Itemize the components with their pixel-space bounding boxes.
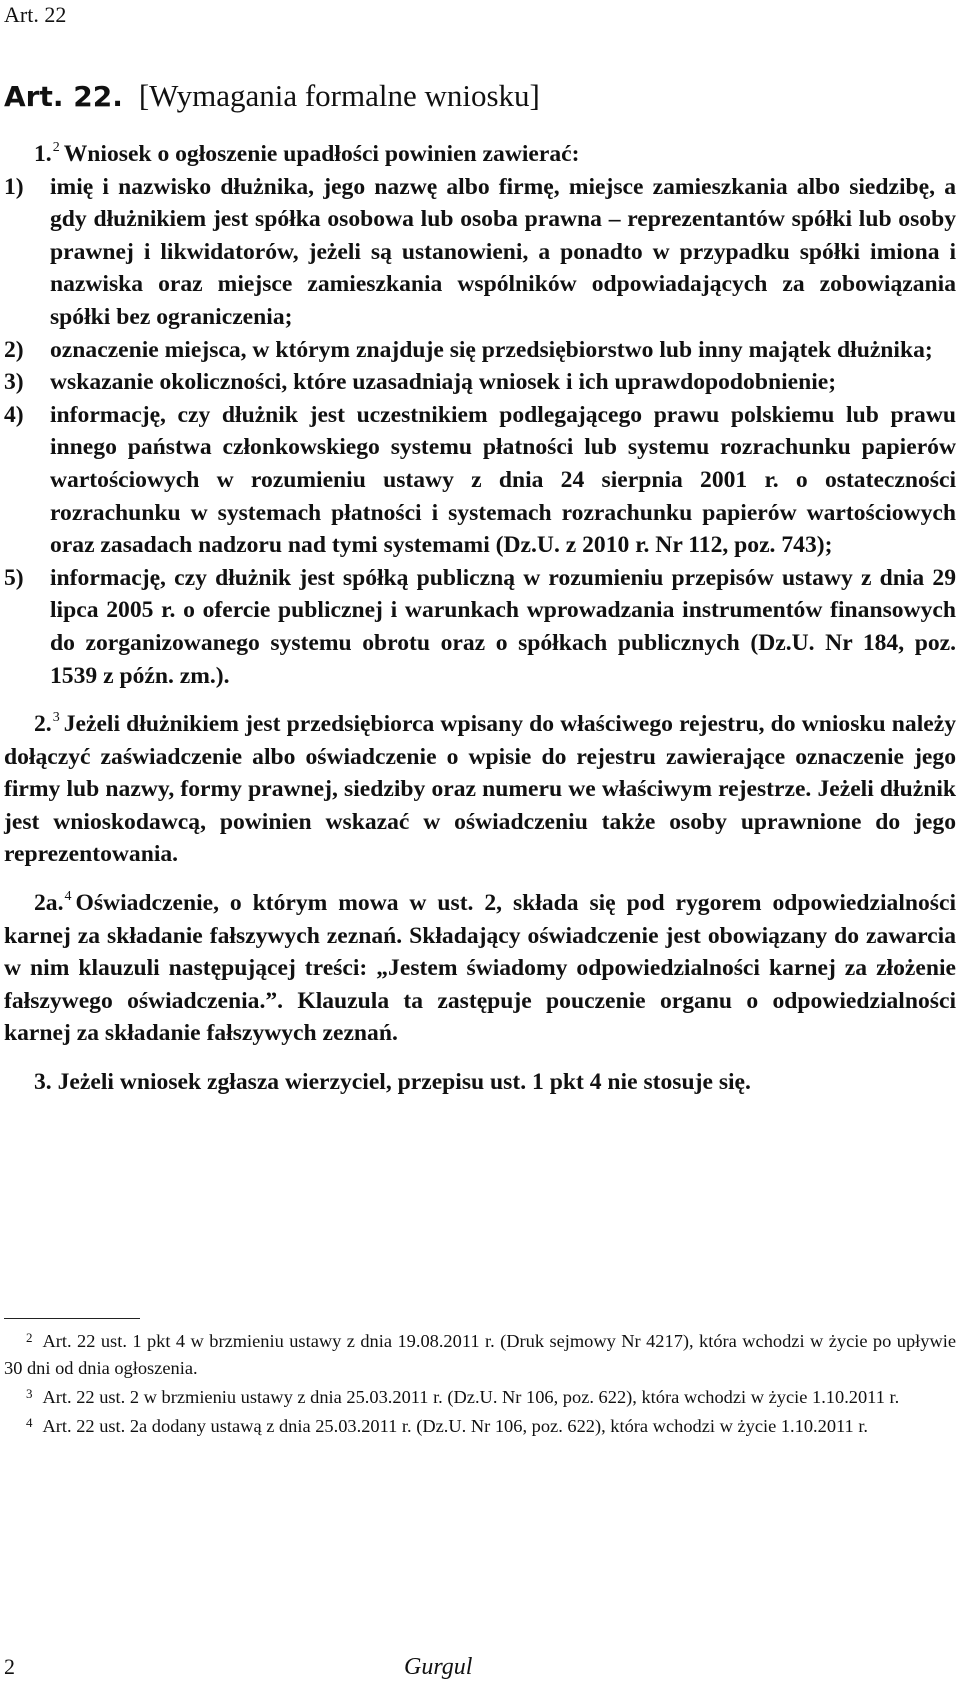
article-number: Art. 22. [4,80,123,113]
footnote-mark: 3 [26,1386,33,1401]
list-item-number: 2) [4,336,24,363]
list-item-text: informację, czy dłużnik jest uczestnikiem podlegającego prawu polskiemu lub prawu innego państwa członkowskiego systemu płatności lub systemu rozrachunku papierów wartościowych w rozumieniu ustawy z dnia 24 sierpnia 2001 r. o ostateczności rozrachunku w systemach płatności i systemach rozrachunku papierów wartościowych oraz zasadach nadzoru nad tymi systemami (Dz.U. z 2010 r. Nr 112, poz. 743); [50,401,956,559]
footnote-ref-3[interactable]: 3 [52,710,60,726]
page-number: 2 [4,1654,15,1679]
section-1-list [4,171,956,693]
footnote-text: Art. 22 ust. 2 w brzmieniu ustawy z dnia 25.03.2011 r. (Dz.U. Nr 106, poz. 622), która wchodzi w życie 1.10.2011 r. [42,1387,900,1407]
article-title: [Wymagania formalne wniosku] [138,78,540,113]
footnote-ref-4[interactable]: 4 [64,889,72,905]
list-item [4,366,956,399]
page-author: Gurgul [404,1654,473,1680]
list-item-text: wskazanie okoliczności, które uzasadniają wniosek i ich uprawdopodobnienie; [50,369,837,396]
section-1-intro-text: Wniosek o ogłoszenie upadłości powinien zawierać: [63,141,580,167]
list-item [4,399,956,562]
section-1-intro [4,138,956,171]
section-3-label: 3. [34,1069,52,1096]
section-1-label: 1. [34,141,52,167]
running-head: Art. 22 [4,2,67,27]
article-body [4,138,956,1099]
list-item-number: 3) [4,369,24,396]
list-item [4,562,956,692]
footnote-mark: 2 [26,1330,33,1345]
list-item [4,171,956,334]
list-item-number: 5) [4,564,24,591]
list-item-text: imię i nazwisko dłużnika, jego nazwę albo firmę, miejsce zamieszkania albo siedzibę, a gdy dłużnikiem jest spółka osobowa lub osoba prawna – reprezentantów spółki lub osoby prawnej i likwidatorów, jeżeli są ustanowieni, a ponadto w przypadku spółki imiona i nazwiska oraz miejsce zamieszkania wspólników odpowiadających za zobowiązania spółki bez ograniczenia; [50,173,956,330]
section-2-text: Jeżeli dłużnikiem jest przedsiębiorca wpisany do właściwego rejestru, do wniosku należy dołączyć zaświadczenie albo oświadczenie o wpisie do rejestru zawierające oznaczenie jego firmy lub nazwy, formy prawnej, siedziby oraz numeru we właściwym rejestrze. Jeżeli dłużnik jest wnioskodawcą, powinien wskazać w oświadczeniu także osoby uprawnione do jego reprezentowania. [4,711,956,868]
section-2-label: 2. [34,711,52,738]
list-item-text: informację, czy dłużnik jest spółką publiczną w rozumieniu przepisów ustawy z dnia 29 lipca 2005 r. o ofercie publicznej i warunkach wprowadzania instrumentów finansowych do zorganizowanego systemu obrotu oraz o spółkach publicznych (Dz.U. Nr 184, poz. 1539 z późn. zm.). [50,564,956,689]
footnote-separator [4,1318,140,1319]
footnote-item [4,1413,956,1440]
section-3 [4,1066,956,1099]
footnote-item [4,1384,956,1411]
section-3-text: Jeżeli wniosek zgłasza wierzyciel, przepisu ust. 1 pkt 4 nie stosuje się. [57,1069,751,1096]
list-item-number: 4) [4,401,24,428]
article-heading [4,78,540,114]
footnote-ref-2[interactable]: 2 [52,140,60,155]
list-item [4,334,956,367]
section-2a-label: 2a. [34,890,64,917]
section-2a-text: Oświadczenie, o którym mowa w ust. 2, składa się pod rygorem odpowiedzialności karnej za składanie fałszywych zeznań. Składający oświadczenie jest obowiązany do zawarcia w nim klauzuli następującej treści: „Jestem świadomy odpowiedzialności karnej za złożenie fałszywego oświadczenia.”. Klauzula ta zastępuje pouczenie organu o odpowiedzialności karnej za składanie fałszywych zeznań. [4,890,956,1047]
footnote-text: Art. 22 ust. 2a dodany ustawą z dnia 25.03.2011 r. (Dz.U. Nr 106, poz. 622), która wchodzi w życie 1.10.2011 r. [42,1416,869,1436]
section-2a [4,887,956,1050]
footnote-mark: 4 [26,1415,33,1430]
list-item-text: oznaczenie miejsca, w którym znajduje się przedsiębiorstwo lub inny majątek dłużnika; [50,336,933,363]
footnotes [4,1328,956,1442]
list-item-number: 1) [4,173,24,200]
footnote-text: Art. 22 ust. 1 pkt 4 w brzmieniu ustawy z dnia 19.08.2011 r. (Druk sejmowy Nr 4217), która wchodzi w życie po upływie 30 dni od dnia ogłoszenia. [4,1331,956,1378]
section-2 [4,708,956,871]
footnote-item [4,1328,956,1382]
